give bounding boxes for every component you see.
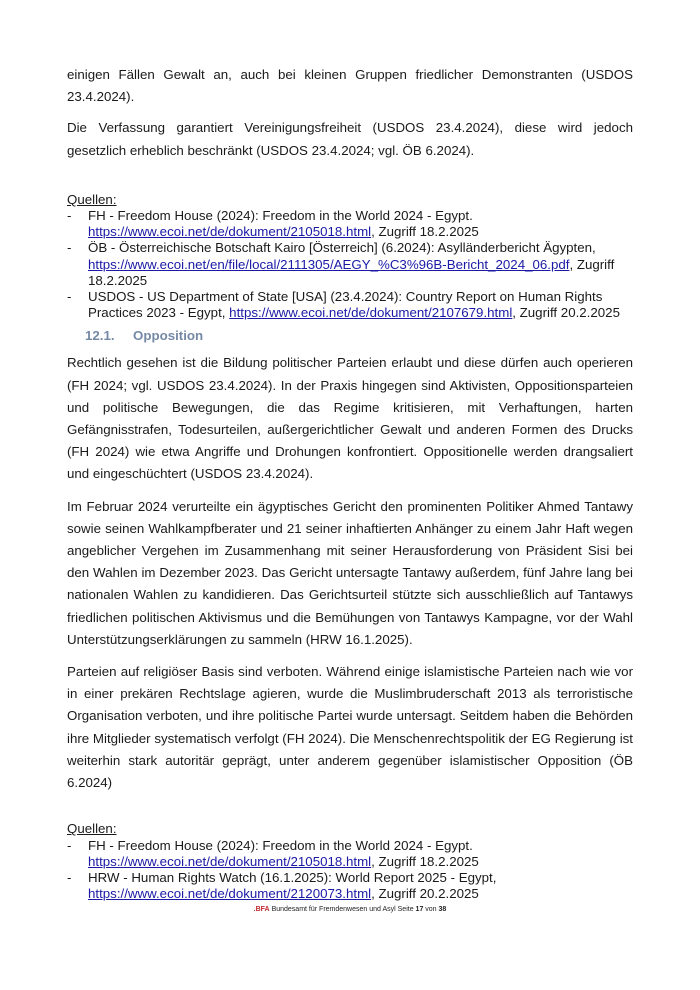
source-link[interactable]: https://www.ecoi.net/de/dokument/2107679.html: [229, 305, 513, 321]
source-item: - FH - Freedom House (2024): Freedom in the World 2024 - Egypt. https://www.ecoi.net/de/dokument/2105018.html, Zugriff 18.2.2025: [67, 208, 479, 240]
source-link[interactable]: https://www.ecoi.net/de/dokument/2120073.html: [88, 886, 372, 902]
source-text: FH - Freedom House (2024): Freedom in the World 2024 - Egypt.: [88, 208, 473, 224]
footer-text: Bundesamt für Fremdenwesen und Asyl Seite: [269, 906, 416, 913]
source-link[interactable]: https://www.ecoi.net/de/dokument/2105018.html: [88, 853, 372, 869]
source-access: , Zugriff 20.2.2025: [512, 305, 620, 321]
source-item: - ÖB - Österreichische Botschaft Kairo [Österreich] (6.2024): Asylländerbericht Ägypten, https://www.ecoi.net/en/file/local/2111305/AEGY_%C3%96B-Bericht_2024_06.pdf, Zugriff 18.2.2025: [67, 240, 615, 288]
page-total: 38: [438, 906, 447, 913]
document-page: [67, 64, 633, 902]
footer-of: von: [423, 906, 439, 913]
source-link[interactable]: https://www.ecoi.net/en/file/local/2111305/AEGY_%C3%96B-Bericht_2024_06.pdf: [88, 256, 570, 272]
source-item: - HRW - Human Rights Watch (16.1.2025): World Report 2025 - Egypt, https://www.ecoi.net/de/dokument/2120073.html, Zugriff 20.2.2025: [67, 869, 497, 902]
source-access: , Zugriff 18.2.2025: [88, 256, 615, 288]
sources-heading: Quellen:: [67, 821, 117, 837]
source-text: ÖB - Österreichische Botschaft Kairo [Österreich] (6.2024): Asylländerbericht Ägypten,: [88, 240, 596, 256]
paragraph: Im Februar 2024 verurteilte ein ägyptisches Gericht den prominenten Politiker Ahmed Tantawy sowie seinen Wahlkampfberater und 21 seiner inhaftierten Anhänger zu einem Jahr Haft wegen angeblicher Vergehen im Zusammenhang mit seiner Herausforderung von Präsident Sisi bei den Wahlen im Dezember 2023. Das Gericht untersagte Tantawy außerdem, fünf Jahre lang bei nationalen Wahlen zu kandidieren. Das Gerichtsurteil stützte sich ausschließlich auf Tantawys friedlichen politischen Aktivismus und die Bemühungen von Tantawys Kampagne, vor der Wahl Unterstützungserklärungen zu sammeln (HRW 16.1.2025).: [67, 498, 633, 647]
sources-list: [67, 821, 633, 902]
source-text: USDOS - US Department of State [USA] (23.4.2024): Country Report on Human Rights Practices 2023 - Egypt,: [88, 289, 603, 321]
paragraph: Die Verfassung garantiert Vereinigungsfreiheit (USDOS 23.4.2024), diese wird jedoch gesetzlich erheblich beschränkt (USDOS 23.4.2024; vgl. ÖB 6.2024).: [67, 120, 633, 158]
source-access: , Zugriff 18.2.2025: [371, 853, 479, 869]
source-text: FH - Freedom House (2024): Freedom in the World 2024 - Egypt.: [88, 837, 473, 853]
source-text: HRW - Human Rights Watch (16.1.2025): World Report 2025 - Egypt,: [88, 869, 497, 885]
source-item: - USDOS - US Department of State [USA] (23.4.2024): Country Report on Human Rights Practices 2023 - Egypt, https://www.ecoi.net/de/dokument/2107679.html, Zugriff 20.2.2025: [67, 289, 620, 321]
sources-list: [67, 192, 633, 322]
source-item: - FH - Freedom House (2024): Freedom in the World 2024 - Egypt. https://www.ecoi.net/de/dokument/2105018.html, Zugriff 18.2.2025: [67, 837, 479, 869]
section-title: Opposition: [133, 328, 204, 344]
bfa-logo: .BFA: [253, 906, 270, 913]
paragraph: einigen Fällen Gewalt an, auch bei kleinen Gruppen friedlicher Demonstranten (USDOS 23.4.2024).: [67, 67, 633, 105]
sources-heading: Quellen:: [67, 191, 117, 207]
source-link[interactable]: https://www.ecoi.net/de/dokument/2105018.html: [88, 224, 372, 240]
source-access: , Zugriff 18.2.2025: [371, 224, 479, 240]
paragraph: Rechtlich gesehen ist die Bildung politischer Parteien erlaubt und diese dürfen auch operieren (FH 2024; vgl. USDOS 23.4.2024). In der Praxis hingegen sind Aktivisten, Oppositionsparteien und politische Bewegungen, die das Regime kritisieren, mit Verhaftungen, harten Gefängnisstrafen, Todesurteilen, außergerichtlicher Gewalt und anderen Formen des Drucks (FH 2024) wie etwa Angriffe und Drohungen konfrontiert. Oppositionelle werden drangsaliert und eingeschüchtert (USDOS 23.4.2024).: [67, 355, 633, 482]
section-heading: [67, 326, 633, 346]
page-number: 17: [415, 906, 424, 913]
paragraph: Parteien auf religiöser Basis sind verboten. Während einige islamistische Parteien nach wie vor in einer prekären Rechtslage agieren, wurde die Muslimbruderschaft 2013 als terroristische Organisation verboten, und ihre politische Partei wurde untersagt. Seitdem haben die Behörden ihre Mitglieder systematisch verfolgt (FH 2024). Die Menschenrechtspolitik der EG Regierung ist weiterhin stark autoritär geprägt, unter anderem gegenüber islamistischer Opposition (ÖB 6.2024): [67, 664, 633, 791]
source-access: , Zugriff 20.2.2025: [371, 886, 479, 902]
page-footer: [0, 906, 700, 913]
section-number: 12.1.: [85, 328, 115, 344]
